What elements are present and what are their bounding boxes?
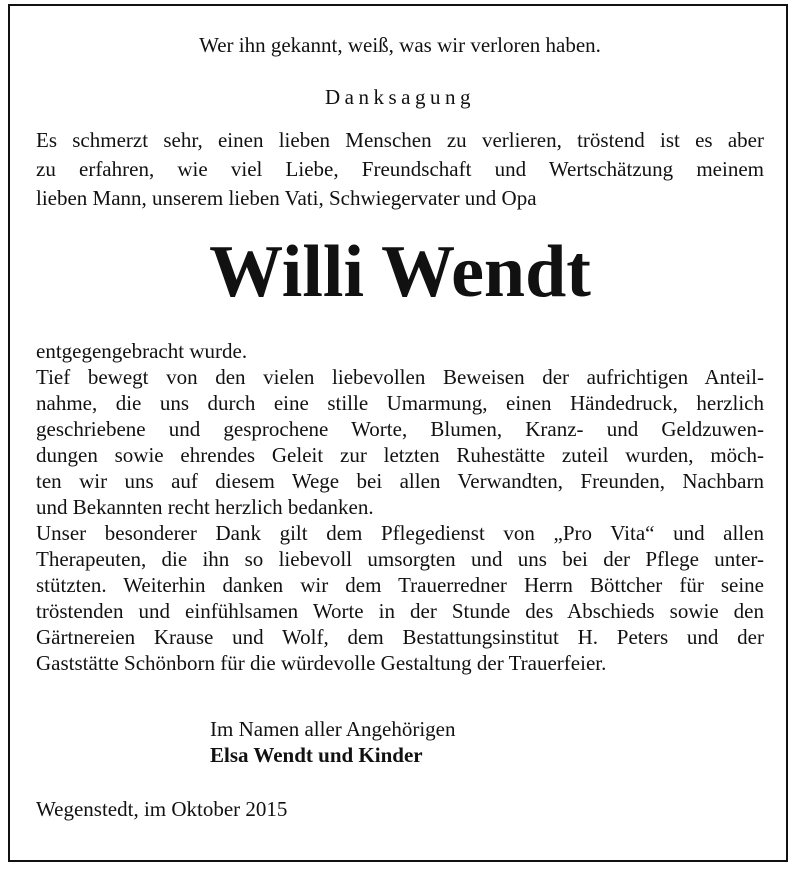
body-line-11: tröstenden und einfühlsamen Worte in der Stunde des Abschieds sowie den: [36, 599, 764, 623]
body-line-12: Gärtnereien Krause und Wolf, dem Bestattungsinstitut H. Peters und der: [36, 625, 764, 649]
body-line-8: Unser besonderer Dank gilt dem Pflegedienst von „Pro Vita“ und allen: [36, 521, 764, 545]
body-line-3: nahme, die uns durch eine stille Umarmung, einen Händedruck, herzlich: [36, 391, 764, 415]
signature-line-2: Elsa Wendt und Kinder: [210, 743, 423, 767]
body-line-5: dungen sowie ehrendes Geleit zur letzten Ruhestätte zuteil wurden, möch-: [36, 443, 764, 467]
body-line-10: stützten. Weiterhin danken wir dem Trauerredner Herrn Böttcher für seine: [36, 573, 764, 597]
body-line-7: und Bekannten recht herzlich bedanken.: [36, 495, 374, 519]
body-line-9: Therapeuten, die ihn so liebevoll umsorgten und uns bei der Pflege unter-: [36, 547, 764, 571]
body-line-4: geschriebene und gesprochene Worte, Blumen, Kranz- und Geldzuwen-: [36, 417, 764, 441]
body-line-13: Gaststätte Schönborn für die würdevolle Gestaltung der Trauerfeier.: [36, 651, 607, 675]
heading-danksagung: Danksagung: [325, 85, 475, 109]
intro-line-3: lieben Mann, unserem lieben Vati, Schwiegervater und Opa: [36, 186, 537, 210]
deceased-name: Willi Wendt: [209, 231, 591, 313]
intro-line-1: Es schmerzt sehr, einen lieben Menschen zu verlieren, tröstend ist es aber: [36, 128, 764, 152]
body-line-6: ten wir uns auf diesem Wege bei allen Verwandten, Freunden, Nachbarn: [36, 469, 764, 493]
place-date: Wegenstedt, im Oktober 2015: [36, 797, 288, 821]
body-line-1: entgegengebracht wurde.: [36, 339, 248, 363]
body-line-2: Tief bewegt von den vielen liebevollen Beweisen der aufrichtigen Anteil-: [36, 365, 764, 389]
signature-line-1: Im Namen aller Angehörigen: [210, 717, 456, 741]
motto: Wer ihn gekannt, weiß, was wir verloren haben.: [199, 33, 601, 57]
intro-line-2: zu erfahren, wie viel Liebe, Freundschaft und Wertschätzung meinem: [36, 157, 764, 181]
